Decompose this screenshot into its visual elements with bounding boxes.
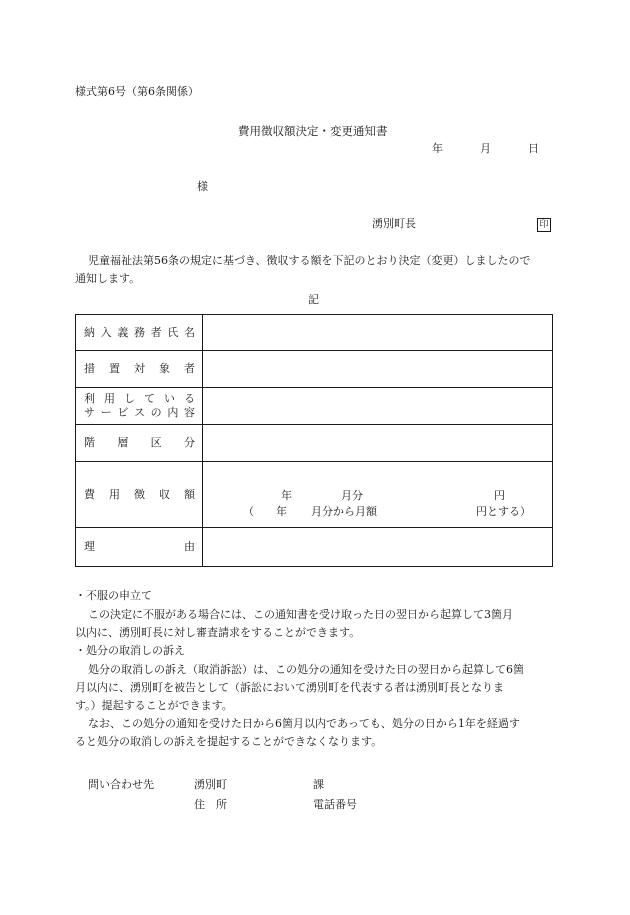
contact-town: 湧別町 bbox=[194, 778, 227, 791]
row-label-reason: 理由 bbox=[76, 528, 203, 567]
row-label-service: 利用している サービスの内容 bbox=[76, 388, 203, 425]
note-line-1: なお、この処分の通知を受けた日から6箇月以内であっても、処分の日から1年を経過す bbox=[88, 717, 520, 730]
payer-name-field[interactable] bbox=[203, 315, 553, 351]
table-row bbox=[76, 425, 553, 462]
contact-address-label: 住 所 bbox=[194, 798, 227, 811]
contact-phone-label: 電話番号 bbox=[313, 798, 357, 811]
fee-year-2: 年 bbox=[276, 505, 287, 518]
row-label-payer: 納入義務者氏名 bbox=[76, 315, 203, 351]
form-number: 様式第6号（第6条関係） bbox=[75, 85, 199, 98]
addressee-suffix: 様 bbox=[197, 180, 208, 193]
ki-heading: 記 bbox=[308, 293, 319, 306]
tier-field[interactable] bbox=[203, 425, 553, 462]
document-title: 費用徴収額決定・変更通知書 bbox=[238, 124, 388, 138]
date-day: 日 bbox=[528, 142, 539, 155]
row-label-fee: 費用徴収額 bbox=[76, 462, 203, 528]
contact-section: 課 bbox=[313, 778, 324, 791]
fee-table bbox=[75, 314, 553, 567]
fee-field[interactable] bbox=[203, 462, 553, 528]
fee-paren-open: （ bbox=[243, 505, 254, 518]
seal-mark: 印 bbox=[537, 218, 551, 232]
issuer-name: 湧別町長 bbox=[372, 217, 416, 230]
service-field[interactable] bbox=[203, 388, 553, 425]
table-row bbox=[76, 351, 553, 388]
fee-yen-close: 円とする） bbox=[476, 505, 531, 518]
fee-year: 年 bbox=[281, 489, 292, 502]
revocation-heading: ・処分の取消しの訴え bbox=[75, 644, 185, 657]
intro-line-1: 児童福祉法第56条の規定に基づき、徴収する額を下記のとおり決定（変更）しましたので bbox=[88, 254, 531, 267]
objection-line-1: この決定に不服がある場合には、この通知書を受け取った日の翌日から起算して3箇月 bbox=[88, 608, 513, 621]
intro-line-2: 通知します。 bbox=[75, 272, 141, 285]
table-row bbox=[76, 462, 553, 528]
revocation-line-1: 処分の取消しの訴え（取消訴訟）は、この処分の通知を受けた日の翌日から起算して6箇 bbox=[88, 663, 524, 676]
subject-field[interactable] bbox=[203, 351, 553, 388]
date-year: 年 bbox=[432, 142, 443, 155]
row-label-subject: 措置対象者 bbox=[76, 351, 203, 388]
revocation-line-3: す。）提起することができます。 bbox=[75, 699, 233, 712]
fee-month: 月分 bbox=[341, 489, 363, 502]
date-month: 月 bbox=[480, 142, 491, 155]
table-row bbox=[76, 528, 553, 567]
note-line-2: ると処分の取消しの訴えを提起することができなくなります。 bbox=[75, 735, 383, 748]
revocation-line-2: 月以内に、湧別町を被告として（訴訟において湧別町を代表する者は湧別町長となりま bbox=[75, 681, 504, 694]
table-row bbox=[76, 315, 553, 351]
objection-line-2: 以内に、湧別町長に対し審査請求をすることができます。 bbox=[75, 626, 361, 639]
contact-label: 問い合わせ先 bbox=[88, 778, 154, 791]
fee-from-month: 月分から月額 bbox=[311, 505, 377, 518]
row-label-tier: 階層区分 bbox=[76, 425, 203, 462]
fee-yen: 円 bbox=[494, 489, 505, 502]
table-row bbox=[76, 388, 553, 425]
reason-field[interactable] bbox=[203, 528, 553, 567]
objection-heading: ・不服の申立て bbox=[75, 589, 152, 602]
